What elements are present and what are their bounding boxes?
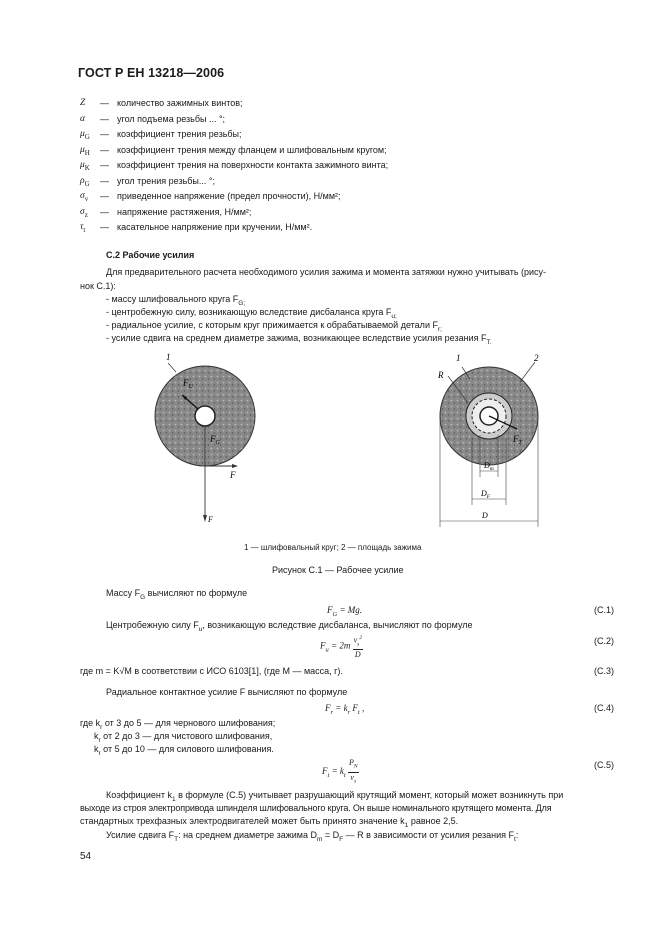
fig-label-fg: $F_G$	[210, 434, 220, 446]
equation-c1: $F_G = Mg$.	[327, 605, 363, 618]
para-line-4: Усилие сдвига $F_T$: на среднем диаметре зажима $D_m = D_F$ — R в зависимости от усилия резания $F_t$:	[106, 830, 519, 843]
symbol-dash-5: —	[100, 176, 109, 186]
figure-working-forces	[0, 345, 661, 545]
page-header: ГОСТ Р ЕН 13218—2006	[78, 66, 225, 80]
centrifugal-text: Центробежную силу $F_u$, возникающую вследствие дисбаланса, вычисляют по формуле	[106, 620, 473, 633]
para-line-2: выходе из строя электропривода шпинделя шлифовального круга. Он выше номинального крутящего момента. Для	[80, 803, 552, 813]
where-line-2: $k_r$ от 2 до 3 — для чистового шлифования,	[94, 731, 273, 744]
fig-label-dm: $D_m$	[484, 461, 494, 472]
fig-label-1-right: 1	[456, 353, 461, 363]
symbol-2: $\mu_G$	[80, 129, 90, 141]
equation-c5-number: (С.5)	[594, 760, 614, 770]
symbol-dash-6: —	[100, 191, 109, 201]
symbol-description-4: коэффициент трения на поверхности контакта зажимного винта;	[117, 160, 389, 170]
equation-c3-number: (С.3)	[594, 666, 614, 676]
fig-label-d: D	[482, 511, 488, 520]
symbol-description-6: приведенное напряжение (предел прочности), Н/мм²;	[117, 191, 341, 201]
fig-label-ft: $F_T$	[513, 434, 522, 446]
symbol-0: Z	[80, 98, 86, 108]
fig-label-r: R	[438, 370, 444, 380]
symbol-6: $\sigma_v$	[80, 191, 89, 203]
equation-c2-number: (С.2)	[594, 636, 614, 646]
fig-label-fu: $F_U$	[183, 378, 193, 390]
symbol-5: $\rho_G$	[80, 176, 90, 188]
symbol-7: $\sigma_z$	[80, 207, 88, 219]
symbol-dash-2: —	[100, 129, 109, 139]
symbol-description-2: коэффициент трения резьбы;	[117, 129, 242, 139]
symbol-dash-1: —	[100, 114, 109, 124]
left-grinding-wheel	[155, 363, 255, 522]
equation-c4: $F_r = k_r$ $F_t$ ,	[325, 703, 365, 716]
radial-text: Радиальное контактное усилие F вычисляют по формуле	[106, 687, 348, 697]
bullet-2: - центробежную силу, возникающую вследствие дисбаланса круга $F_{u;}$	[106, 307, 397, 320]
intro-line-2: нок С.1):	[80, 281, 116, 291]
section-title: С.2 Рабочие усилия	[106, 250, 195, 260]
symbol-description-7: напряжение растяжения, Н/мм²;	[117, 207, 252, 217]
fig-label-f: F	[230, 470, 236, 480]
fig-label-2: 2	[534, 353, 539, 363]
symbol-dash-7: —	[100, 207, 109, 217]
equation-c3: где m = K√M в соответствии с ИСО 6103[1], (где M — масса, г).	[80, 666, 343, 676]
where-line-3: $k_r$ от 5 до 10 — для силового шлифования.	[94, 744, 274, 757]
para-line-3: стандартных трехфазных электродвигателей может быть принято значение $k_1$ равное 2,5.	[80, 816, 459, 829]
symbol-description-3: коэффициент трения между фланцем и шлифовальным кругом;	[117, 145, 387, 155]
figure-legend: 1 — шлифовальный круг; 2 — площадь зажима	[244, 543, 422, 552]
para-line-1: Коэффициент $k_1$ в формуле (С.5) учитывает разрушающий крутящий момент, который может возникнуть при	[106, 790, 564, 803]
symbol-dash-3: —	[100, 145, 109, 155]
symbol-4: $\mu_K$	[80, 160, 90, 172]
fig-label-fr: F	[208, 515, 213, 524]
bullet-1: - массу шлифовального круга $F_{G;}$	[106, 294, 246, 307]
fig-label-dr: $D_F$	[481, 489, 491, 500]
page-number: 54	[80, 851, 92, 862]
right-grinding-wheel	[440, 362, 538, 527]
symbol-dash-0: —	[100, 98, 109, 108]
fig-label-1-left: 1	[166, 352, 171, 362]
intro-line-1: Для предварительного расчета необходимого усилия зажима и момента затяжки нужно учитывать (рису-	[106, 267, 547, 277]
bullet-4: - усилие сдвига на среднем диаметре зажима, возникающее вследствие усилия резания $F_{T.}$	[106, 333, 492, 346]
symbol-dash-4: —	[100, 160, 109, 170]
symbol-description-1: угол подъема резьбы ... °;	[117, 114, 226, 124]
symbol-dash-8: —	[100, 222, 109, 232]
mass-text: Массу $F_G$ вычисляют по формуле	[106, 588, 248, 601]
equation-c4-number: (С.4)	[594, 703, 614, 713]
symbol-description-0: количество зажимных винтов;	[117, 98, 243, 108]
symbol-description-5: угол трения резьбы... °;	[117, 176, 216, 186]
symbol-8: $\tau_t$	[80, 222, 86, 234]
symbol-description-8: касательное напряжение при кручении, Н/мм².	[117, 222, 313, 232]
equation-c2: $F_u = 2m$ $\frac{v_s^2}{D}$	[320, 635, 363, 660]
equation-c5: $F_t = k_t$ $\frac{P_N}{v_s}$	[322, 758, 358, 785]
where-line-1: где $k_r$ от 3 до 5 — для чернового шлифования;	[80, 718, 276, 731]
symbol-1: α	[80, 114, 85, 124]
equation-c1-number: (С.1)	[594, 605, 614, 615]
bullet-3: - радиальное усилие, с которым круг прижимается к обрабатываемой детали $F_{r;}$	[106, 320, 442, 333]
symbol-3: $\mu_H$	[80, 145, 90, 157]
figure-caption: Рисунок С.1 — Рабочее усилие	[272, 565, 404, 575]
